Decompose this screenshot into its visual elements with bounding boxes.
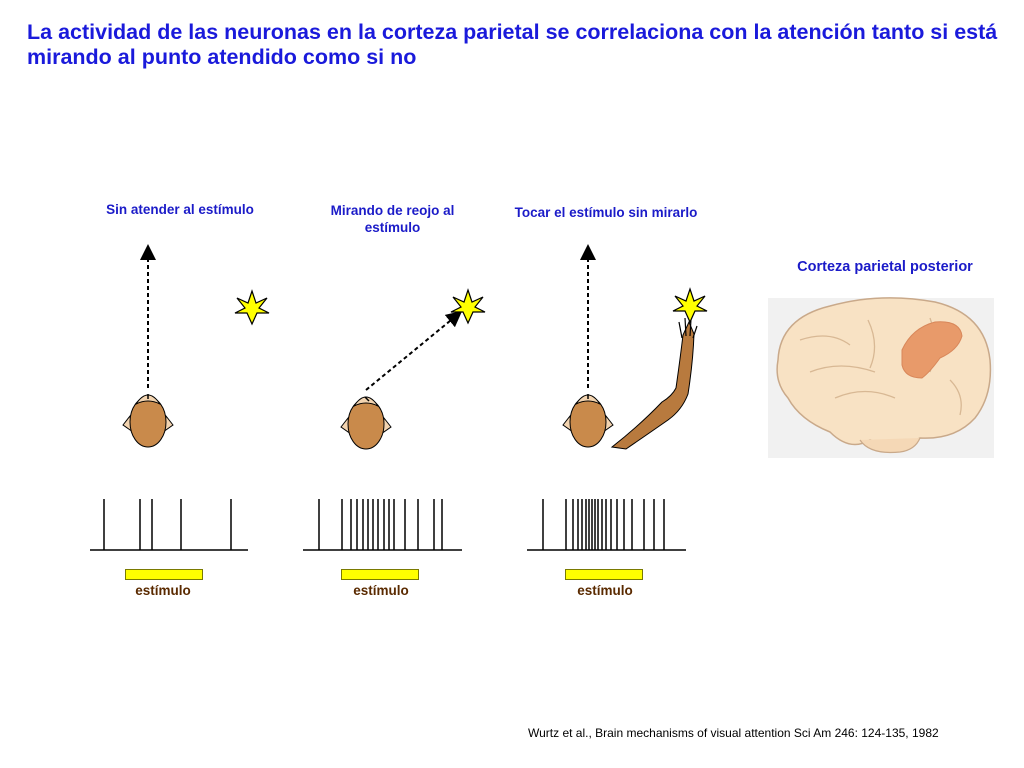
head-icon-3 [563, 394, 613, 447]
panel-label-side-glance: Mirando de reojo al estímulo [330, 203, 455, 235]
spike-train-1 [90, 499, 248, 550]
gaze-arrow-2 [366, 316, 456, 390]
spike-train-3 [527, 499, 686, 550]
slide-title: La actividad de las neuronas en la corteza parietal se correlaciona con la atención tanto si está mirando al punto atendido como si no [27, 20, 998, 69]
stimulus-bar-2 [341, 569, 419, 580]
citation: Wurtz et al., Brain mechanisms of visual attention Sci Am 246: 124-135, 1982 [528, 726, 939, 740]
stimulus-bar-3 [565, 569, 643, 580]
star-icon-3 [673, 289, 707, 322]
cortex-label: Corteza parietal posterior [797, 259, 973, 275]
brain-illustration [768, 298, 994, 458]
arm-icon [612, 318, 697, 449]
stimulus-bar-1 [125, 569, 203, 580]
panel-label-no-attention: Sin atender al estímulo [106, 202, 254, 217]
stimulus-label-3: estímulo [577, 583, 633, 598]
stimulus-label-2: estímulo [353, 583, 409, 598]
spike-train-2 [303, 499, 462, 550]
head-icon-1 [123, 394, 173, 447]
head-icon-2 [341, 397, 391, 449]
stimulus-label-1: estímulo [135, 583, 191, 598]
star-icon-1 [235, 291, 269, 324]
star-icon-2 [451, 290, 485, 323]
panel-label-touch-no-look: Tocar el estímulo sin mirarlo [514, 205, 698, 220]
